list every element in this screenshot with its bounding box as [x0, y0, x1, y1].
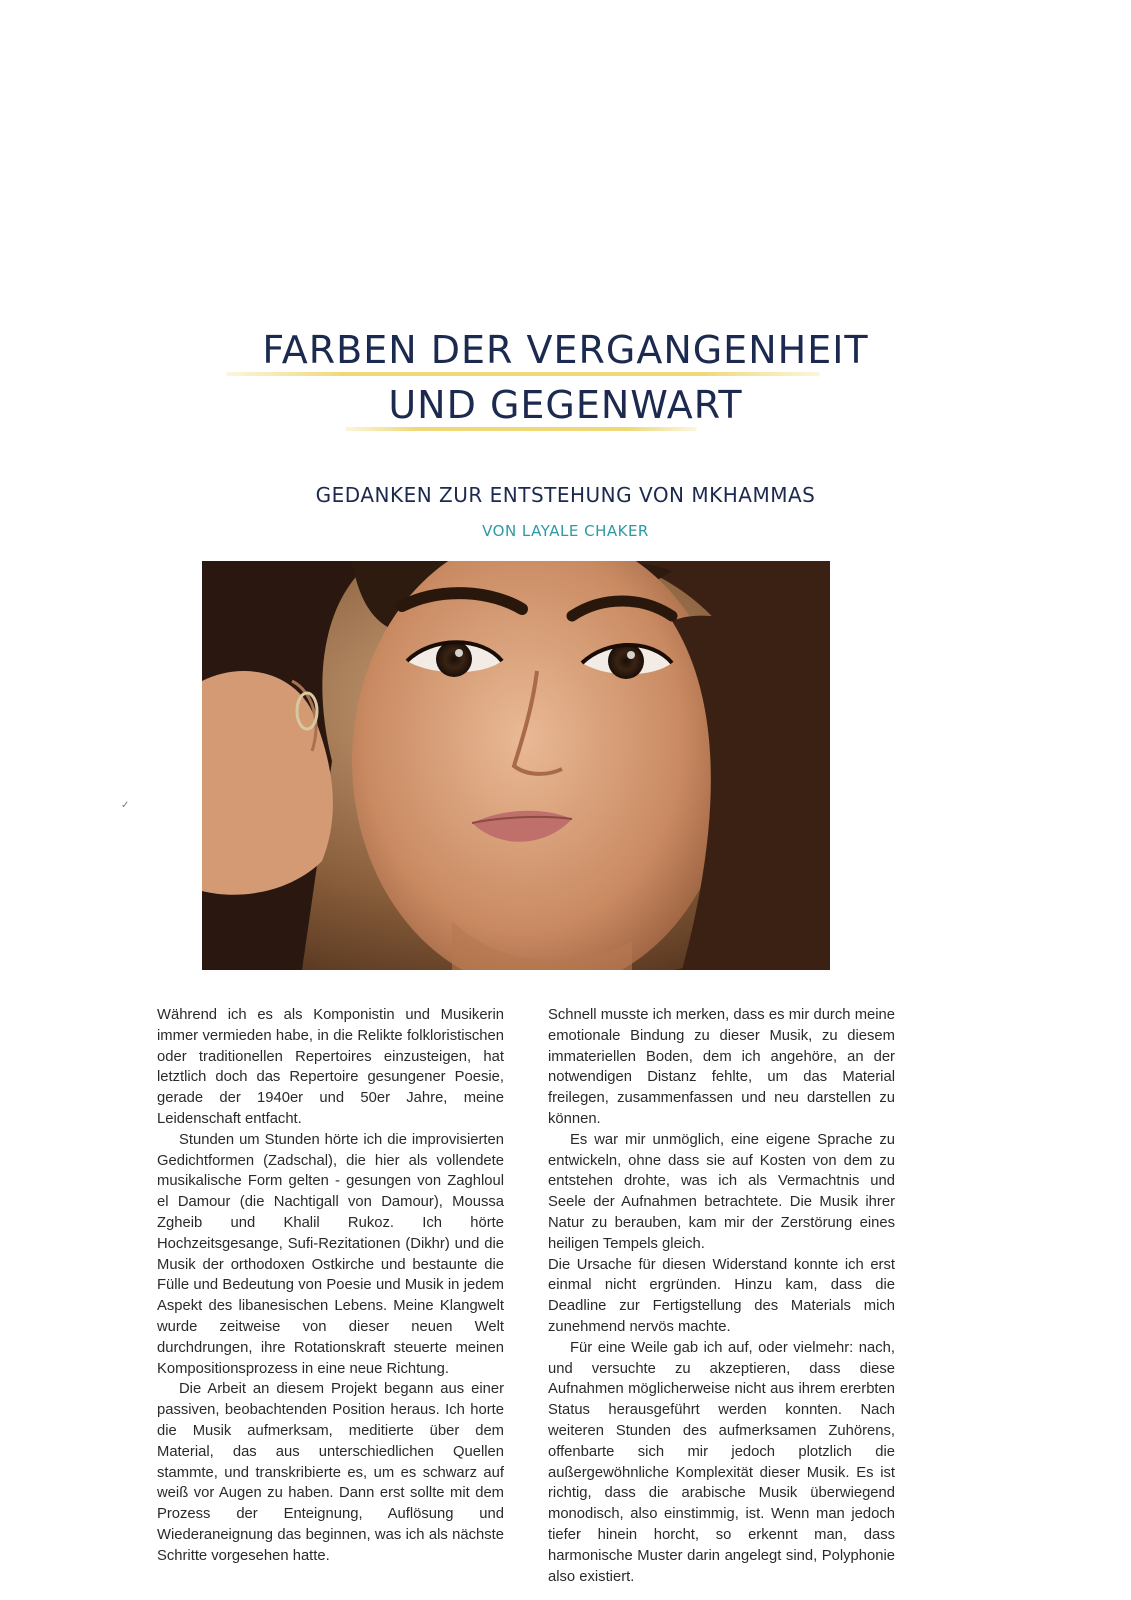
body-column-right: [548, 1005, 895, 1597]
article-subtitle: GEDANKEN ZUR ENTSTEHUNG VON MKHAMMAS: [315, 483, 816, 507]
title-underline-2: [345, 427, 697, 431]
portrait-photo: [202, 561, 830, 970]
article-title-line-2: UND GEGENWART: [388, 383, 743, 427]
paragraph: Es war mir unmöglich, eine eigene Sprache zu entwickeln, ohne dass sie auf Kosten von dem zu entstehen drohte, was ich als Vermachtnis und Seele der Aufnahmen betrachtete. Die Musik ihrer Natur zu berauben, kam mir der Zerstörung eines heiligen Tempels gleich.: [548, 1131, 895, 1252]
body-column-left: [157, 1005, 504, 1597]
paragraph: Stunden um Stunden hörte ich die improvisierten Gedichtformen (Zadschal), die hier als vollendete musikalische Form gelten - gesungen von Zaghloul el Damour (die Nachtigall von Damour), Moussa Zgheib und Khalil Rukoz. Ich hörte Hochzeitsgesange, Sufi-Rezitationen (Dikhr) und die Musik der orthodoxen Ostkirche und bestaunte die Fülle und Bedeutung von Poesie und Musik in jedem Aspekt des libanesischen Lebens. Meine Klangwelt wurde zeitweise von dieser neuen Welt durchdrungen, ihre Rotationskraft steuerte meinen Kompositionsprozess in eine neue Richtung.: [157, 1131, 504, 1377]
paragraph: Schnell musste ich merken, dass es mir durch meine emotionale Bindung zu dieser Musik, zu diesem immateriellen Boden, dem ich angehöre, an der notwendigen Distanz fehlte, um das Material freilegen, zusammenfassen und neu darstellen zu können.: [548, 1007, 895, 1127]
article-author: VON LAYALE CHAKER: [482, 522, 649, 540]
paragraph: Während ich es als Komponistin und Musikerin immer vermieden habe, in die Relikte folkloristischen oder traditionellen Repertoires einzusteigen, hat letztlich doch das Repertoire gesungener Poesie, gerade der 1940er und 50er Jahre, meine Leidenschaft entfacht.: [157, 1007, 504, 1127]
paragraph: Die Arbeit an diesem Projekt begann aus einer passiven, beobachtenden Position heraus. Ich horte die Musik aufmerksam, meditierte über dem Material, das aus unterschiedlichen Quellen stammte, und transkribierte es, um es schwarz auf weiß vor Augen zu haben. Dann erst sollte mit dem Prozess der Enteignung, Auflösung und Wiederaneignung das beginnen, was ich als nächste Schritte vorgesehen hatte.: [157, 1381, 504, 1564]
print-speck: ✓: [121, 800, 130, 811]
paragraph: Für eine Weile gab ich auf, oder vielmehr: nach, und versuchte zu akzeptieren, dass diese Aufnahmen möglicherweise nicht aus ihrem ererbten Status herausgeführt werden konnten. Nach weiteren Stunden des aufmerksamen Zuhörens, offenbarte sich mir jedoch plotzlich die außergewöhnliche Komplexität dieser Musik. Es ist richtig, dass die arabische Musik überwiegend monodisch, also einstimmig, ist. Wenn man jedoch tiefer hinein horcht, so erkennt man, dass harmonische Muster darin angelegt sind, Polyphonie also existiert.: [548, 1339, 895, 1585]
article-title-line-1: FARBEN DER VERGANGENHEIT: [262, 328, 869, 372]
paragraph: Die Ursache für diesen Widerstand konnte ich erst einmal nicht ergründen. Hinzu kam, dass die Deadline zur Fertigstellung des Materials mich zunehmend nervös machte.: [548, 1256, 895, 1335]
portrait-photo-illustration: [202, 561, 830, 970]
title-underline-1: [226, 372, 820, 376]
